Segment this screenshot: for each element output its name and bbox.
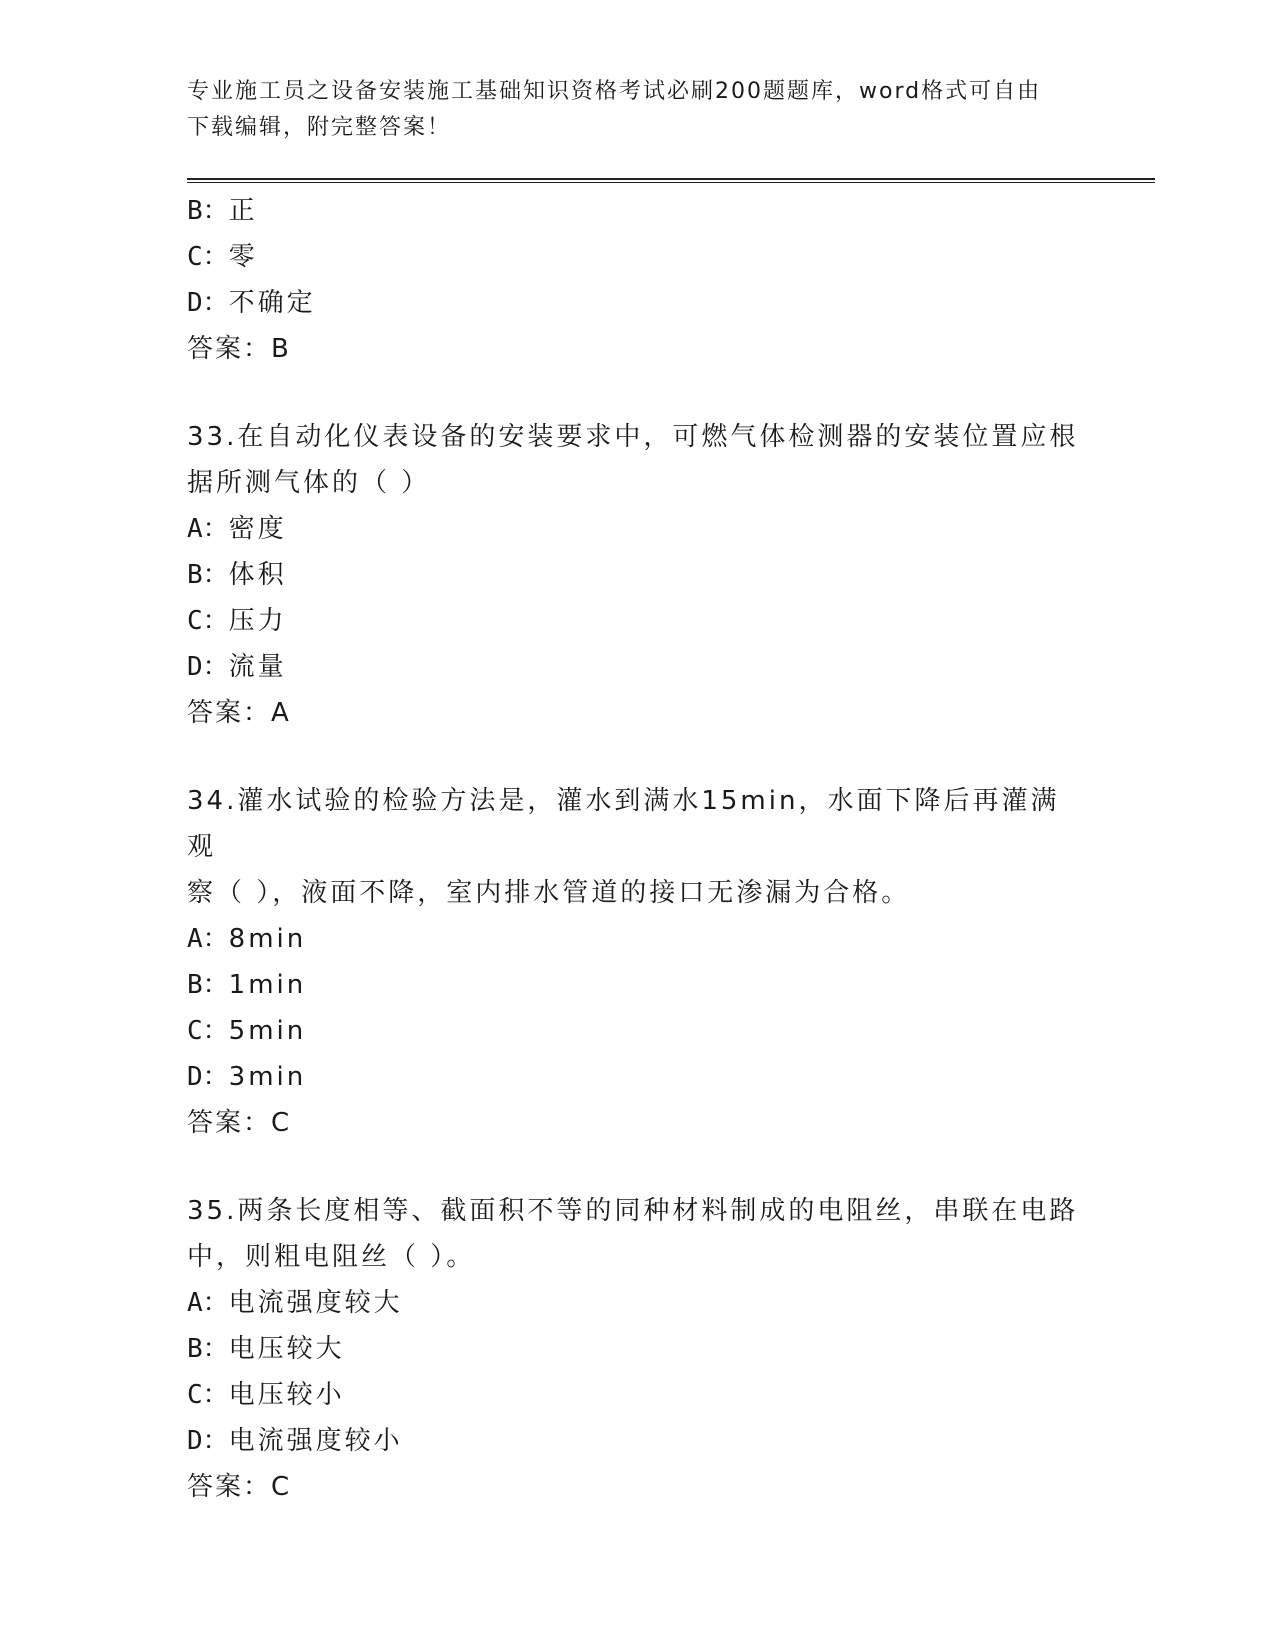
option-letter: D： (187, 652, 229, 682)
answer-line: 答案：C (187, 1108, 292, 1138)
option-text: 5min (228, 1016, 307, 1046)
option-c (187, 234, 1087, 280)
option-d (187, 644, 1087, 690)
question-34 (187, 778, 1087, 1146)
option-c (187, 1372, 1087, 1418)
header-rule-thin (187, 182, 1155, 183)
option-text: 零 (228, 242, 258, 272)
option-letter: A： (187, 924, 229, 954)
option-b (187, 188, 1087, 234)
option-letter: C： (187, 606, 229, 636)
answer-line: 答案：B (187, 334, 291, 364)
option-text: 压力 (228, 606, 287, 636)
option-letter: B： (187, 970, 229, 1000)
option-letter: B： (187, 196, 229, 226)
option-text: 流量 (228, 652, 287, 682)
option-a (187, 1280, 1087, 1326)
question-stem-line-1: 34.灌水试验的检验方法是，灌水到满水15min，水面下降后再灌满观 (187, 786, 1060, 862)
question-stem-line-1: 33.在自动化仪表设备的安装要求中，可燃气体检测器的安装位置应根 (187, 422, 1079, 452)
option-b (187, 962, 1087, 1008)
answer-line: 答案：C (187, 1472, 292, 1502)
header-line-2: 下载编辑，附完整答案！ (187, 115, 452, 140)
option-letter: D： (187, 1426, 229, 1456)
option-a (187, 916, 1087, 962)
option-c (187, 1008, 1087, 1054)
option-letter: A： (187, 1288, 229, 1318)
option-letter: B： (187, 1334, 229, 1364)
question-35 (187, 1188, 1087, 1510)
option-c (187, 598, 1087, 644)
question-stem-line-2: 据所测气体的（ ） (187, 468, 431, 498)
option-text: 3min (228, 1062, 307, 1092)
option-letter: D： (187, 1062, 229, 1092)
option-b (187, 552, 1087, 598)
option-letter: C： (187, 1016, 229, 1046)
option-text: 电压较大 (228, 1334, 345, 1364)
option-letter: A： (187, 514, 229, 544)
option-text: 密度 (228, 514, 287, 544)
option-text: 1min (228, 970, 307, 1000)
option-letter: C： (187, 1380, 229, 1410)
option-d (187, 280, 1087, 326)
continued-question (187, 188, 1087, 372)
option-d (187, 1418, 1087, 1464)
option-letter: D： (187, 288, 229, 318)
header-line-1: 专业施工员之设备安装施工基础知识资格考试必刷200题题库，word格式可自由 (187, 79, 1042, 104)
option-text: 8min (228, 924, 307, 954)
option-a (187, 506, 1087, 552)
document-header (187, 74, 1067, 146)
question-33 (187, 414, 1087, 736)
question-stem-line-1: 35.两条长度相等、截面积不等的同种材料制成的电阻丝，串联在电路 (187, 1196, 1079, 1226)
header-rule-thick (187, 178, 1155, 180)
option-letter: C： (187, 242, 229, 272)
option-d (187, 1054, 1087, 1100)
question-stem-line-2: 察（ ），液面不降，室内排水管道的接口无渗漏为合格。 (187, 878, 911, 908)
option-text: 电流强度较小 (228, 1426, 403, 1456)
option-text: 体积 (228, 560, 287, 590)
option-text: 电压较小 (228, 1380, 345, 1410)
question-content (187, 188, 1087, 1510)
option-text: 电流强度较大 (228, 1288, 403, 1318)
option-letter: B： (187, 560, 229, 590)
option-text: 不确定 (228, 288, 316, 318)
question-stem-line-2: 中，则粗电阻丝（ ）。 (187, 1242, 476, 1272)
option-text: 正 (228, 196, 258, 226)
option-b (187, 1326, 1087, 1372)
answer-line: 答案：A (187, 698, 291, 728)
